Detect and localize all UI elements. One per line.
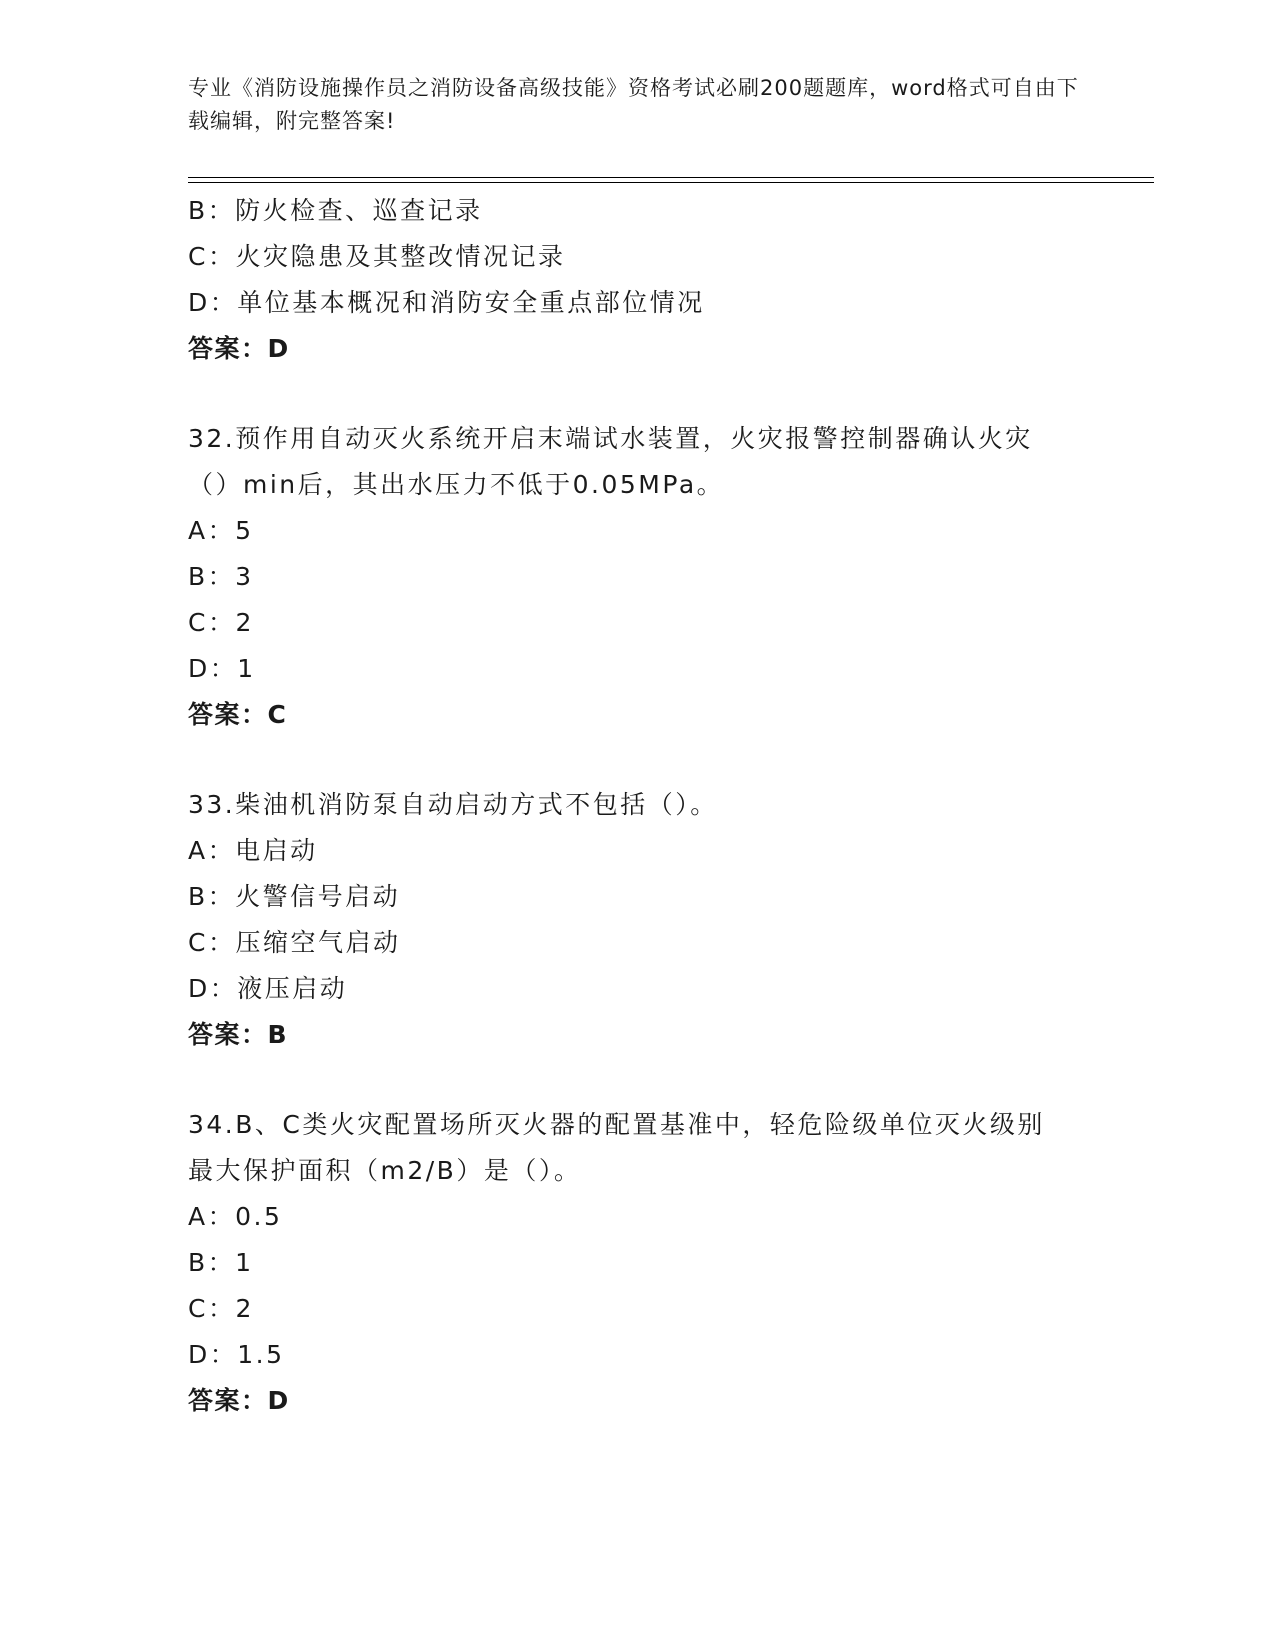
answer-label: 答案：C [188,700,288,729]
question-stem: 32.预作用自动灭火系统开启末端试水装置，火灾报警控制器确认火灾 [188,424,1033,453]
option-c: C：2 [188,1294,254,1323]
answer-label: 答案：D [188,1386,290,1415]
question-34 [188,1102,1088,1424]
header-divider-top [188,177,1154,178]
option-d: D：单位基本概况和消防安全重点部位情况 [188,288,705,317]
option-c: C：2 [188,608,254,637]
option-c: C：火灾隐患及其整改情况记录 [188,242,566,271]
option-b: B：3 [188,562,254,591]
question-list [188,188,1088,1424]
question-stem-continued: 最大保护面积（m2/B）是（）。 [188,1156,582,1185]
option-d: D：1 [188,654,256,683]
answer-label: 答案：B [188,1020,289,1049]
option-b: B：火警信号启动 [188,882,401,911]
option-b: B：1 [188,1248,254,1277]
partial-question [188,188,1088,372]
option-a: A：5 [188,516,254,545]
option-a: A：电启动 [188,836,318,865]
option-a: A：0.5 [188,1202,283,1231]
option-d: D：液压启动 [188,974,348,1003]
question-32 [188,416,1088,738]
question-stem-continued: （）min后，其出水压力不低于0.05MPa。 [188,470,725,499]
option-b: B：防火检查、巡查记录 [188,196,483,225]
question-stem: 34.B、C类火灾配置场所灭火器的配置基准中，轻危险级单位灭火级别 [188,1110,1045,1139]
option-c: C：压缩空气启动 [188,928,401,957]
header-divider-bottom [188,182,1154,183]
answer-label: 答案：D [188,334,290,363]
question-stem: 33.柴油机消防泵自动启动方式不包括（）。 [188,790,718,819]
question-33 [188,782,1088,1058]
option-d: D：1.5 [188,1340,285,1369]
document-intro: 专业《消防设施操作员之消防设备高级技能》资格考试必刷200题题库，word格式可自由下载编辑，附完整答案! [188,76,1079,133]
